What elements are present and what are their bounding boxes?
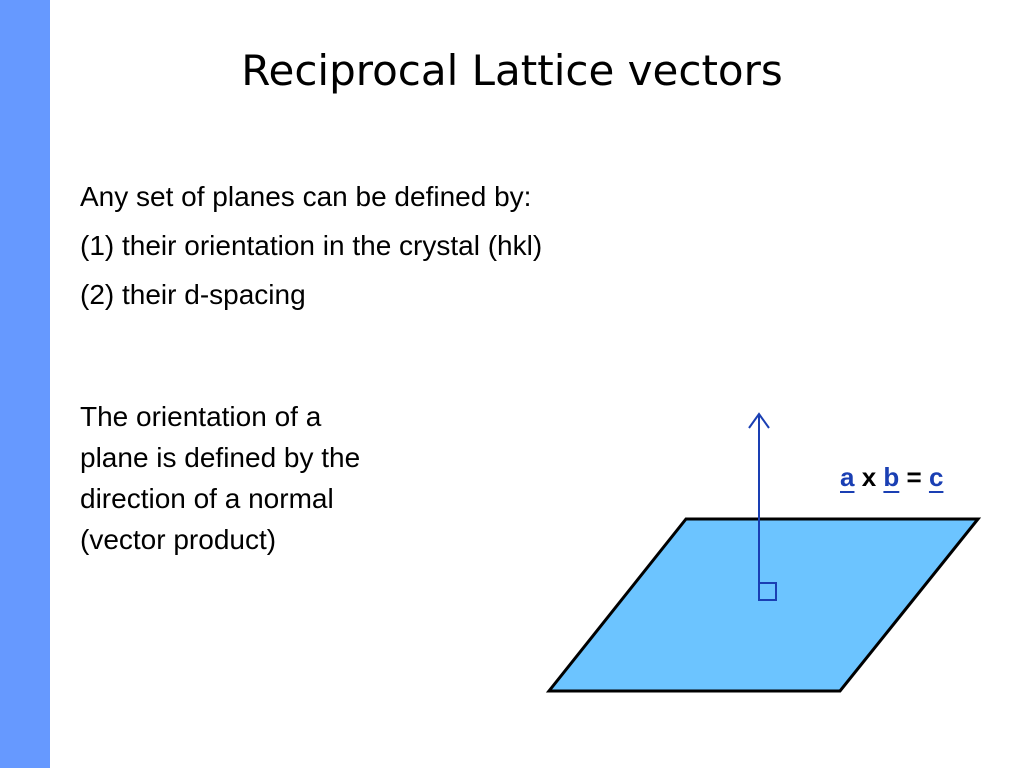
vector-b: b (883, 462, 900, 492)
vector-a: a (840, 462, 855, 492)
equals-symbol: = (906, 462, 922, 492)
side-bar (0, 0, 50, 768)
orientation-text (80, 396, 440, 560)
orientation-line: (vector product) (80, 524, 277, 555)
intro-text (80, 180, 542, 327)
orientation-line: direction of a normal (80, 483, 334, 514)
plane-parallelogram (549, 519, 978, 691)
vector-c: c (928, 462, 944, 492)
cross-symbol: x (861, 462, 877, 492)
slide-title: Reciprocal Lattice vectors (241, 46, 783, 95)
orientation-line: The orientation of a (80, 401, 322, 432)
plane-normal-diagram (530, 400, 1000, 700)
intro-line: (2) their d-spacing (80, 279, 306, 310)
intro-line: Any set of planes can be defined by: (80, 181, 532, 212)
orientation-line: plane is defined by the (80, 442, 361, 473)
vector-product-equation (840, 462, 943, 493)
intro-line: (1) their orientation in the crystal (hkl) (80, 230, 543, 261)
